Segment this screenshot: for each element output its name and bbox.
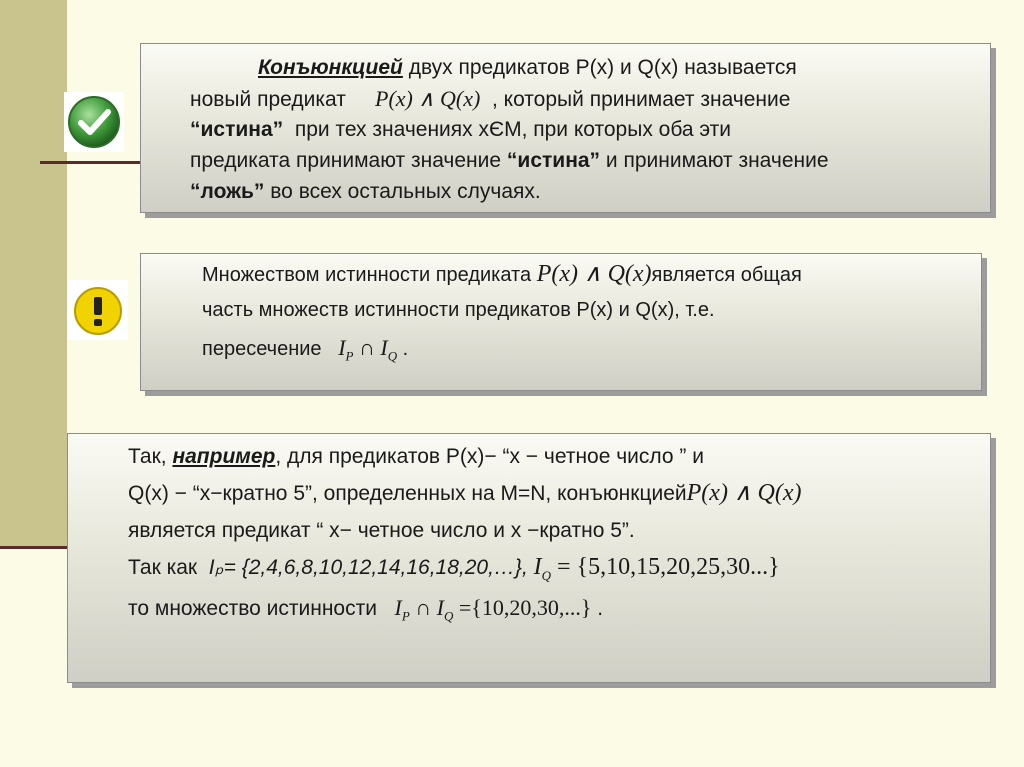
example-line-1: [128, 441, 704, 472]
check-circle-icon: [64, 92, 124, 152]
definition-line-5: [190, 176, 541, 207]
period: .: [402, 338, 409, 360]
definition-line-2: [190, 83, 790, 115]
definition-text: , который принимает значение: [491, 88, 791, 111]
example-line-2: [128, 478, 801, 509]
definition-text: новый предикат: [190, 88, 346, 111]
example-emphasis: например: [172, 445, 276, 468]
divider-line-bottom: [0, 546, 68, 549]
sidebar-band: [0, 0, 67, 548]
example-text: Q(x) − “x−кратно 5”, определенных на M=N, конъюнкцией: [128, 482, 687, 505]
truth-set-line-3: [202, 332, 408, 371]
truth-set-line-2: [202, 295, 715, 326]
definition-text: предиката принимают значение: [190, 149, 502, 172]
example-text: Так,: [128, 445, 167, 468]
exclamation-icon: [68, 280, 128, 340]
formula-conjunction: P(x) ∧ Q(x): [536, 261, 652, 287]
false-word: “ложь”: [190, 180, 265, 203]
formula-intersection: $I_P$ ∩ $I_Q$: [338, 335, 398, 364]
definition-text: двух предикатов P(x) и Q(x) называется: [408, 56, 797, 79]
definition-text: во всех остальных случаях.: [270, 180, 541, 203]
example-text: , для предикатов P(x)− “x − четное число ” и: [275, 445, 704, 468]
divider-line-top: [40, 161, 140, 164]
definition-line-3: [190, 114, 731, 145]
example-line-5: [128, 592, 603, 631]
definition-line-4: [190, 145, 829, 176]
truth-set-text: часть множеств истинности предикатов P(x) и Q(x), т.е.: [202, 299, 715, 321]
truth-set-text: пересечение: [202, 338, 322, 360]
formula-iq: $I_Q = \{5,10,15,20,25,30...\}$: [533, 554, 780, 583]
true-word: “истина”: [190, 118, 284, 141]
example-text: Так как: [128, 556, 198, 579]
definition-text: и принимают значение: [605, 149, 829, 172]
formula-conjunction: P(x) ∧ Q(x): [686, 480, 802, 506]
period: .: [597, 597, 604, 620]
formula-intersection-result: $I_P$ ∩ $I_Q =\{10,20,30,...\}$: [394, 595, 592, 624]
truth-set-line-1: [202, 259, 802, 291]
true-word: “истина”: [506, 149, 601, 172]
example-line-3: [128, 515, 635, 546]
truth-set-text: Множеством истинности предиката: [202, 264, 532, 286]
term-conjunction: Конъюнкцией: [258, 56, 403, 79]
definition-line-1: [258, 52, 797, 83]
definition-text: при тех значениях xЄM, при которых оба эти: [294, 118, 731, 141]
example-line-4: [128, 552, 780, 591]
set-ip: Iₚ= {2,4,6,8,10,12,14,16,18,20,…},: [208, 556, 528, 579]
example-text: является предикат “ x− четное число и x −кратно 5”.: [128, 519, 635, 542]
formula-conjunction: P(x) ∧ Q(x): [375, 86, 481, 111]
truth-set-text: является общая: [651, 264, 802, 286]
example-text: то множество истинности: [128, 597, 377, 620]
